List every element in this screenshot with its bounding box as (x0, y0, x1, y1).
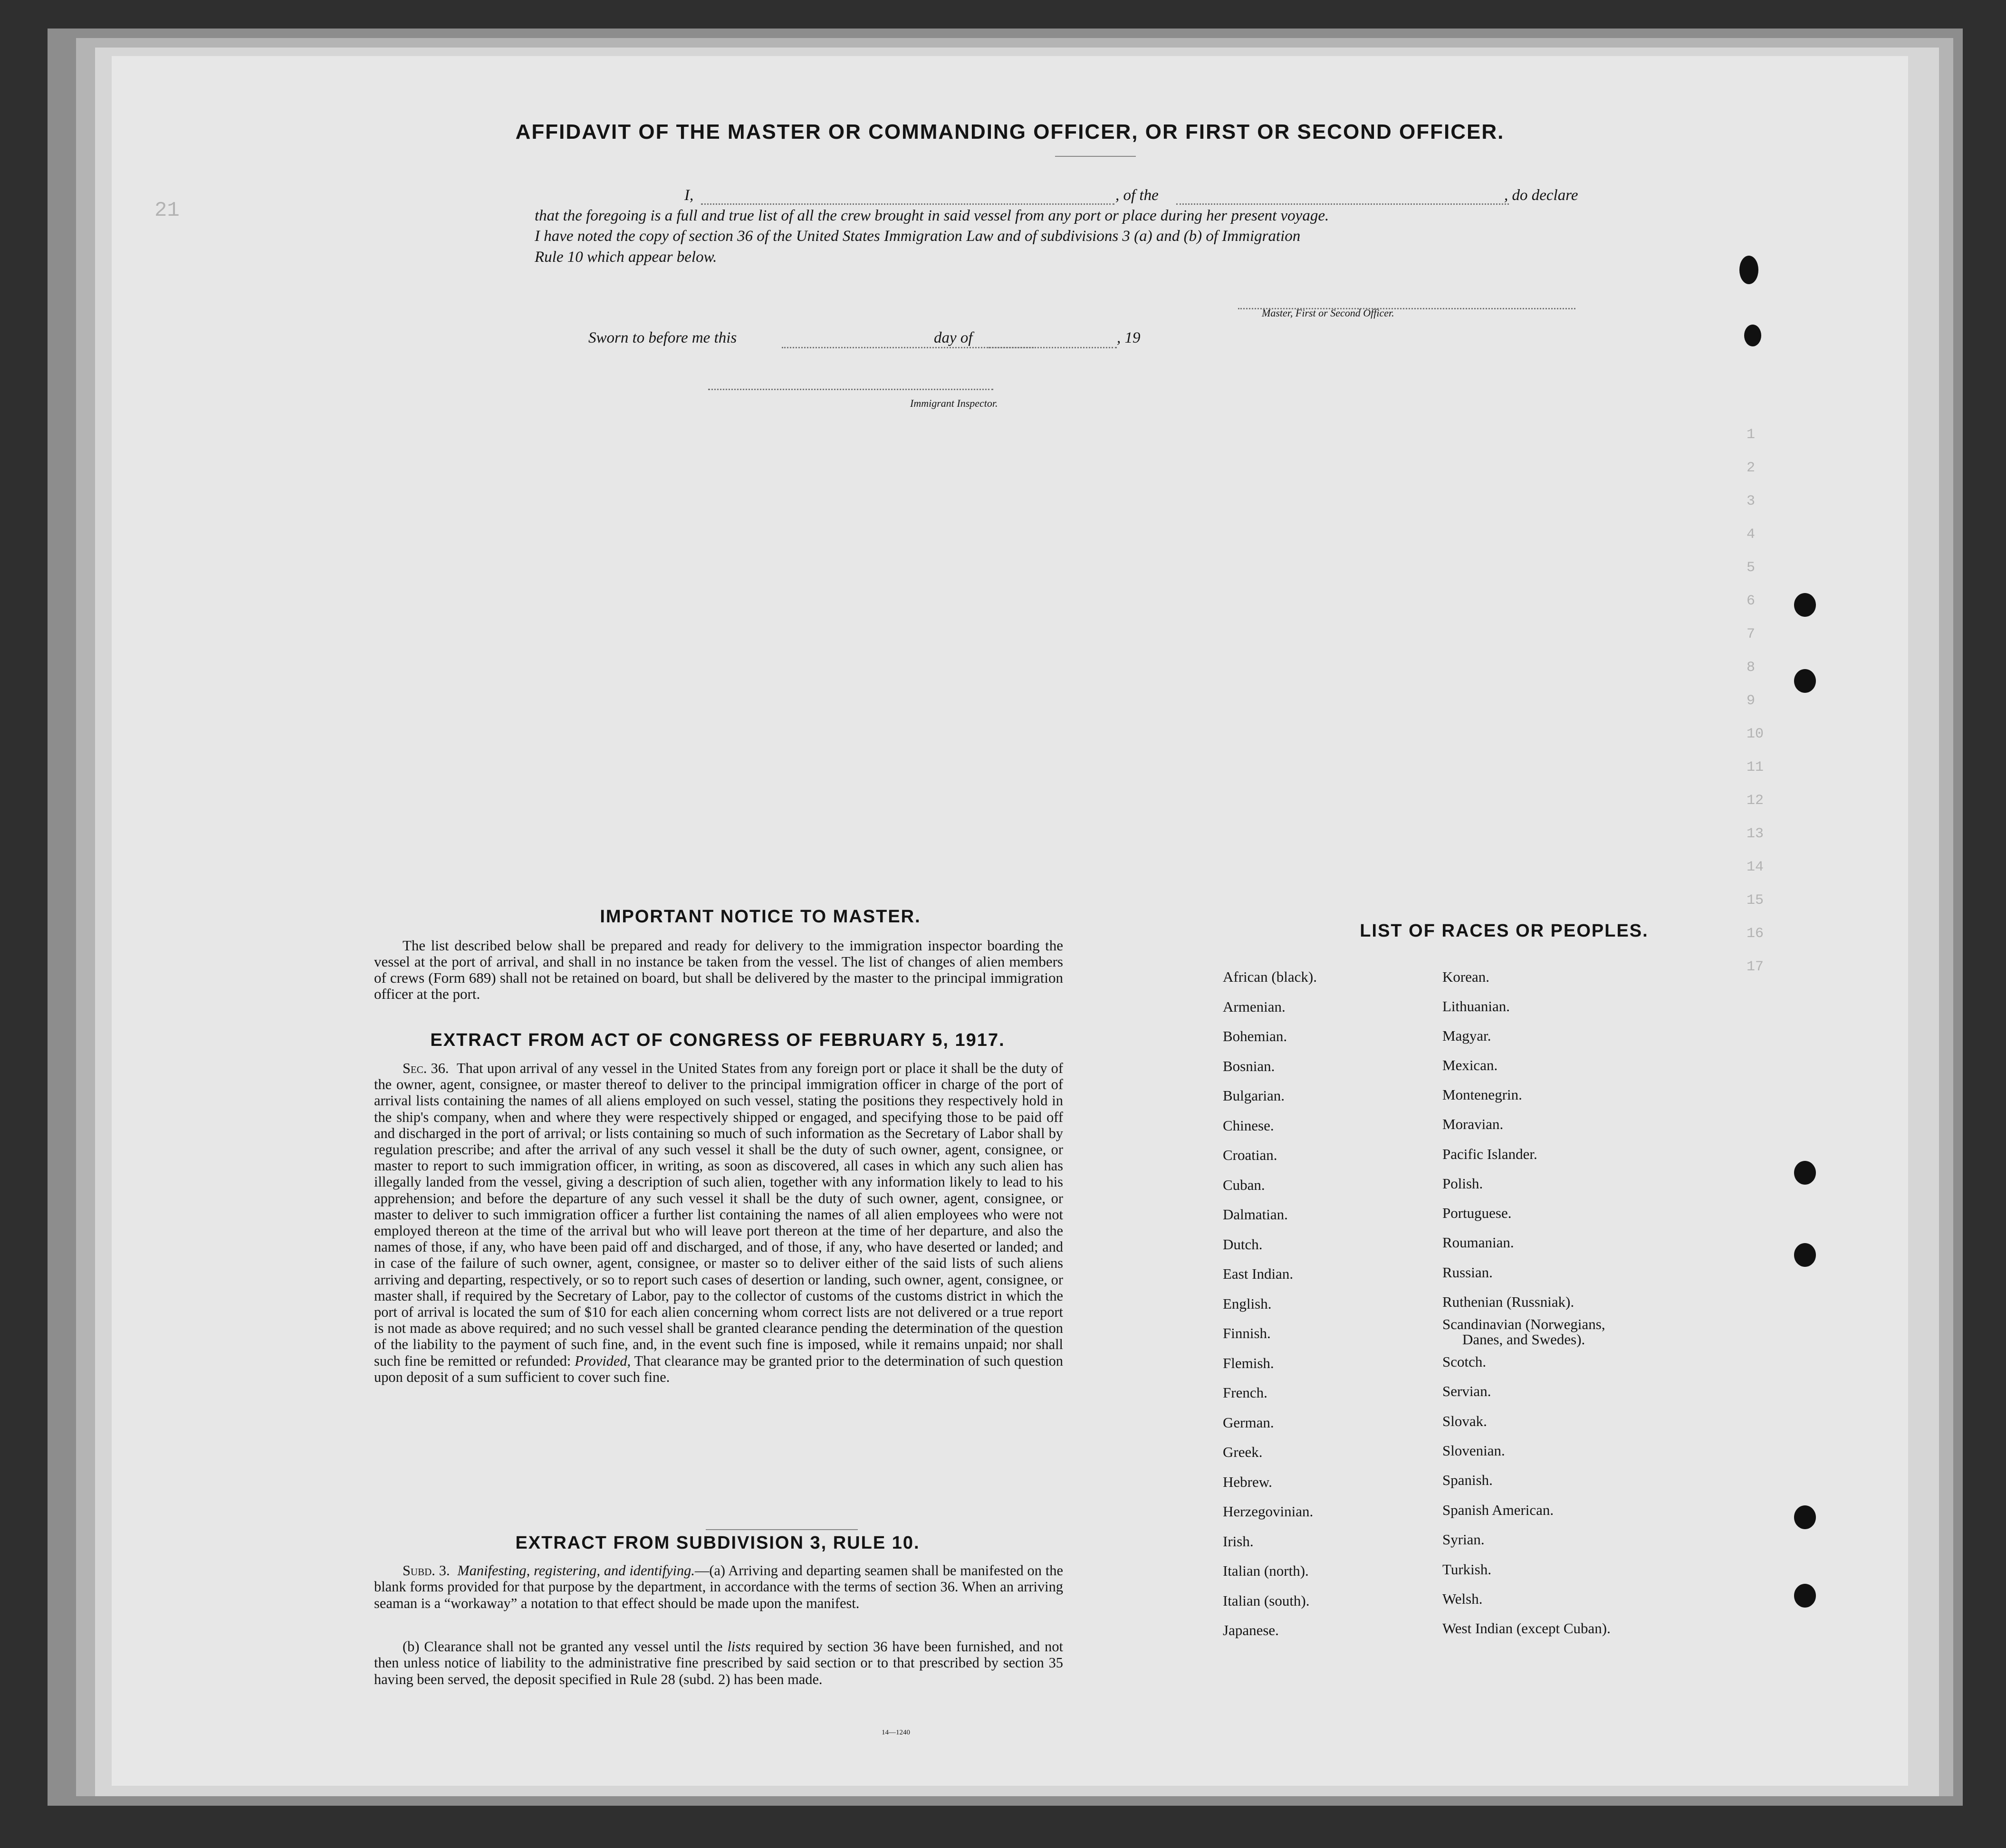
punch-hole (1794, 1584, 1816, 1608)
race-item: Magyar. (1442, 1027, 1491, 1044)
bleed-row-number: 2 (1747, 460, 1756, 476)
race-item: Hebrew. (1223, 1473, 1272, 1490)
race-item: Flemish. (1223, 1354, 1274, 1371)
punch-hole (1794, 1161, 1816, 1185)
race-item: Roumanian. (1442, 1234, 1514, 1251)
bleed-row-number: 12 (1747, 793, 1764, 809)
notice-text: The list described below shall be prepared and ready for delivery to the immigration inspector boarding the vessel at the port of arrival, and shall in no instance be taken from the vessel. The list of changes of alien members of crews (Form 689) shall not be retained on board, but shall be delivered by the master to the principal immigration officer at the port. (374, 937, 1063, 1002)
race-item: Slovak. (1442, 1413, 1487, 1429)
race-item: Korean. (1442, 968, 1489, 985)
race-item: German. (1223, 1414, 1274, 1431)
year-prefix: , 19 (1117, 329, 1141, 346)
race-item: Servian. (1442, 1383, 1491, 1399)
race-item: Lithuanian. (1442, 998, 1510, 1015)
punch-hole (1794, 593, 1816, 617)
name-blank (701, 189, 1114, 205)
race-item: Bosnian. (1223, 1057, 1275, 1074)
subdivision-heading: Manifesting, registering, and identifying. (457, 1562, 695, 1579)
race-item: Danes, and Swedes). (1462, 1331, 1585, 1348)
inspector-label: Immigrant Inspector. (910, 397, 998, 409)
section-text: That upon arrival of any vessel in the United States from any foreign port or place it shall be the duty of the owner, agent, consignee, or master thereof to deliver to the principal immigration officer in charge of the port of arrival lists containing the names of all aliens employed on such vessel, stating the positions they respectively hold in the ship's company, when and where they were respectively shipped or engaged, and specifying those to be paid off and discharged in the port of arrival; or lists containing so much of such information as the Secretary of Labor shall by regulation prescribe; and after the arrival of any such vessel it shall be the duty of such owner, agent, consignee, or master to report to such immigration officer, in writing, as soon as discovered, all cases in which any such alien has illegally landed from the vessel, giving a description of such alien, together with any information likely to lead to his apprehension; and before the departure of any such vessel it shall be the duty of such owner, agent, consignee, or master to deliver to such immigration officer a further list containing the names of all alien employees who were not employed thereon at the time of the arrival but who will leave port thereon at the time of her departure, and also the names of those, if any, who have been paid off and discharged, and of those, if any, who have deserted or landed; and in case of the failure of such owner, agent, consignee, or master so to deliver either of the said lists of such aliens arriving and departing, respectively, or so to report such cases of desertion or landing, such owner, agent, consignee, or master shall, if required by the Secretary of Labor, pay to the collector of customs of the customs district in which the port of arrival is located the sum of $10 for each alien concerning whom correct lists are not delivered or a true report is not made as above required; and no such vessel shall be granted clearance pending the determination of the question of the liability to the payment of such fine, and, in the event such fine is imposed, while it remains unpaid; nor shall such fine be remitted or refunded: (374, 1060, 1063, 1369)
race-item: Cuban. (1223, 1176, 1265, 1193)
bleed-row-number: 7 (1747, 626, 1756, 642)
affidavit-line4: Rule 10 which appear below. (535, 249, 717, 266)
bleed-row-number: 14 (1747, 859, 1764, 875)
race-item: Italian (north). (1223, 1562, 1309, 1579)
race-item: Polish. (1442, 1175, 1483, 1192)
race-item: Montenegrin. (1442, 1086, 1522, 1103)
race-item: Japanese. (1223, 1622, 1279, 1638)
punch-hole (1794, 669, 1816, 693)
race-item: Mexican. (1442, 1057, 1498, 1073)
race-item: Armenian. (1223, 998, 1286, 1015)
race-item: Turkish. (1442, 1561, 1492, 1578)
race-item: Welsh. (1442, 1590, 1483, 1607)
race-item: Syrian. (1442, 1531, 1485, 1548)
month-blank (989, 333, 1117, 348)
race-item: Russian. (1442, 1264, 1493, 1281)
race-item: Ruthenian (Russniak). (1442, 1293, 1574, 1310)
bleed-row-number: 6 (1747, 593, 1756, 609)
race-item: Irish. (1223, 1532, 1254, 1550)
bleed-row-number: 5 (1747, 560, 1756, 576)
race-item: Chinese. (1223, 1117, 1274, 1134)
notice-body (374, 938, 1063, 1002)
race-item: Spanish. (1442, 1472, 1493, 1488)
race-item: Dalmatian. (1223, 1206, 1288, 1223)
race-item: Slovenian. (1442, 1442, 1505, 1459)
races-title: LIST OF RACES OR PEOPLES. (1360, 921, 1649, 941)
race-item: Greek. (1223, 1444, 1263, 1460)
bleed-row-number: 15 (1747, 892, 1764, 909)
bleed-row-number: 11 (1747, 759, 1764, 776)
inspector-blank (708, 374, 993, 390)
race-item: West Indian (except Cuban). (1442, 1620, 1611, 1637)
race-item: English. (1223, 1295, 1272, 1312)
rule-title: EXTRACT FROM SUBDIVISION 3, RULE 10. (515, 1533, 920, 1553)
sworn-text: Sworn to before me this (588, 329, 737, 346)
race-item: French. (1223, 1384, 1267, 1401)
race-item: Bohemian. (1223, 1028, 1287, 1044)
subdivision-b-lists: lists (727, 1638, 751, 1655)
affidavit-line2: that the foregoing is a full and true list of all the crew brought in said vessel from any port or place during her present voyage. (535, 207, 1329, 224)
provided-text: That clearance may be granted prior to the determination of such question upon deposit of a sum sufficient to cover such fine. (374, 1352, 1063, 1385)
subdivision-b-text-1: (b) Clearance shall not be granted any vessel until the (403, 1638, 723, 1655)
race-item: African (black). (1223, 968, 1317, 985)
affidavit-line3: I have noted the copy of section 36 of the United States Immigration Law and of subdivisions 3 (a) and (b) of Immigration (535, 228, 1301, 245)
punch-hole (1794, 1505, 1816, 1529)
title-rule (1055, 156, 1136, 157)
bleed-row-number: 17 (1747, 959, 1764, 975)
bleed-row-number: 8 (1747, 660, 1756, 676)
punch-hole (1739, 256, 1758, 284)
form-number: 14—1240 (882, 1729, 910, 1736)
provided-label: Provided, (575, 1352, 631, 1369)
race-item: Scotch. (1442, 1353, 1487, 1370)
vessel-blank (1176, 189, 1509, 205)
affidavit-line1-start: I, (684, 187, 694, 204)
subdivision-a (374, 1562, 1063, 1611)
race-item: East Indian. (1223, 1265, 1294, 1282)
affidavit-line1-end: , do declare (1504, 187, 1578, 204)
race-item: Portuguese. (1442, 1205, 1512, 1221)
subdivision-a-text: —(a) Arriving and departing seamen shall be manifested on the blank forms provided for that purpose by the department, in accordance with the terms of section 36. When an arriving seaman is a “workaway” a notation to that effect should be made upon the manifest. (374, 1562, 1063, 1611)
bleed-row-number: 16 (1747, 926, 1764, 942)
bleed-row-number: 1 (1747, 427, 1756, 443)
subdivision-b (374, 1638, 1063, 1687)
notice-title: IMPORTANT NOTICE TO MASTER. (600, 907, 921, 927)
subdivision-b-text-2: required by section 36 have been furnished, and not then unless notice of liability to the administrative fine prescribed by said section or to that prescribed by section 35 having been served, the deposit specified in Rule 28 (subd. 2) has been made. (374, 1638, 1063, 1687)
section-label: Sec. 36. (403, 1060, 449, 1076)
day-of-text: day of (934, 329, 973, 346)
bleed-row-number: 4 (1747, 527, 1756, 543)
race-item: Moravian. (1442, 1116, 1504, 1132)
punch-hole (1794, 1243, 1816, 1267)
race-item: Italian (south). (1223, 1592, 1310, 1609)
punch-hole (1744, 325, 1761, 346)
bleed-row-number: 3 (1747, 493, 1756, 509)
margin-fragment: 21 (154, 199, 180, 222)
race-item: Finnish. (1223, 1325, 1271, 1341)
race-item: Bulgarian. (1223, 1087, 1285, 1104)
manifest-page (112, 56, 1908, 1786)
race-item: Dutch. (1223, 1235, 1263, 1253)
race-item: Spanish American. (1442, 1502, 1554, 1518)
race-item: Scandinavian (Norwegians, (1442, 1316, 1605, 1332)
signature-label: Master, First or Second Officer. (1262, 307, 1394, 319)
bleed-row-number: 9 (1747, 693, 1756, 709)
affidavit-title: AFFIDAVIT OF THE MASTER OR COMMANDING OFFICER, OR FIRST OR SECOND OFFICER. (515, 120, 1505, 144)
race-item: Croatian. (1223, 1147, 1277, 1163)
race-item: Pacific Islander. (1442, 1146, 1537, 1162)
affidavit-line1-mid: , of the (1115, 187, 1159, 204)
race-item: Herzegovinian. (1223, 1503, 1314, 1520)
subdivision-label: Subd. 3. (403, 1562, 450, 1579)
rule-divider (706, 1529, 858, 1530)
bleed-row-number: 13 (1747, 826, 1764, 842)
section-36 (374, 1060, 1063, 1385)
act-title: EXTRACT FROM ACT OF CONGRESS OF FEBRUARY 5, 1917. (430, 1030, 1005, 1050)
bleed-row-number: 10 (1747, 726, 1764, 742)
